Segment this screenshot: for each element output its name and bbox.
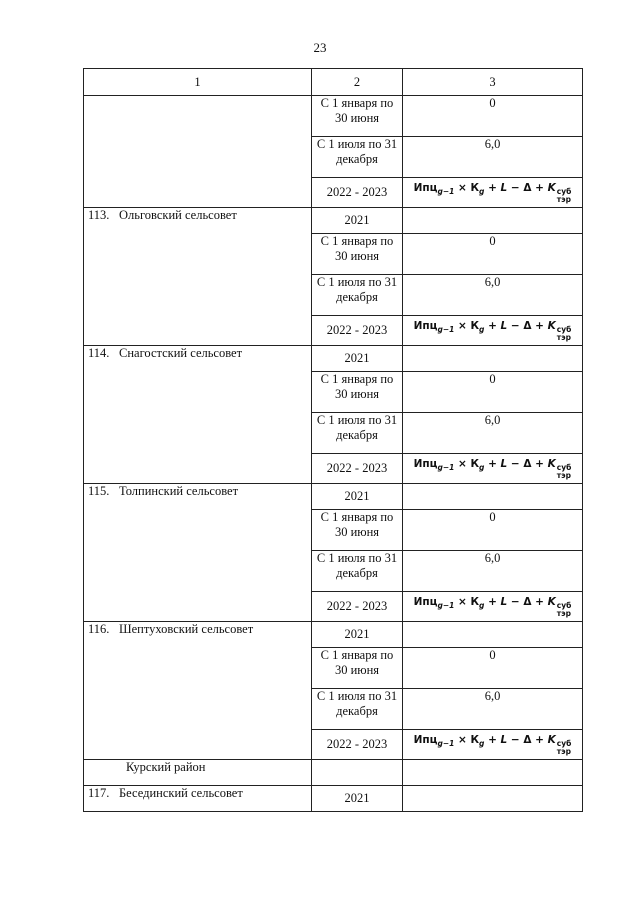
continuation-name-cell [84, 96, 312, 208]
formula-k-sub: g [479, 739, 485, 748]
formula-k-sub: g [479, 187, 485, 196]
period-cell: С 1 января по 30 июня [312, 510, 403, 551]
formula-k2-sub: тэр [556, 195, 571, 204]
district-name: Курский район [126, 760, 206, 774]
formula-ipc: Ипц [413, 596, 438, 608]
formula-minus: − [510, 596, 520, 608]
formula-ipc: Ипц [413, 734, 438, 746]
formula-k2-sup: суб [556, 187, 572, 196]
council-row-year [84, 208, 583, 234]
formula-l: L [500, 320, 508, 332]
value-cell [403, 786, 583, 812]
formula-k2-sup: суб [556, 325, 572, 334]
period-cell: С 1 июля по 31 декабря [312, 689, 403, 730]
formula-k2-indices [557, 326, 572, 342]
council-name: Бесединский сельсовет [119, 786, 243, 800]
year-cell: 2021 [312, 622, 403, 648]
value-cell: 6,0 [403, 413, 583, 454]
period-cell: С 1 января по 30 июня [312, 372, 403, 413]
formula-k2-sup: суб [556, 463, 572, 472]
formula-k2-sub: тэр [556, 471, 571, 480]
formula-cell [403, 454, 583, 484]
formula-plus: + [488, 182, 497, 194]
council-name: Снагостский сельсовет [119, 346, 243, 360]
council-number: 114. [88, 346, 110, 360]
formula-k: К [470, 458, 480, 470]
formula-k: К [470, 734, 480, 746]
formula-k2-sub: тэр [556, 609, 571, 618]
value-cell [403, 346, 583, 372]
formula-plus: + [488, 458, 497, 470]
year-cell: 2021 [312, 346, 403, 372]
value-cell: 6,0 [403, 137, 583, 178]
formula-k2: K [547, 320, 556, 332]
formula-plus: + [488, 734, 497, 746]
formula-k2-indices [557, 740, 572, 756]
district-row [84, 760, 583, 786]
formula-delta: Δ [523, 596, 532, 608]
formula-delta: Δ [523, 734, 532, 746]
formula-ipc-sub: g−1 [437, 325, 455, 334]
period-cell: 2022 - 2023 [312, 316, 403, 346]
formula-k2: K [547, 734, 556, 746]
period-cell: 2022 - 2023 [312, 178, 403, 208]
formula-plus: + [535, 182, 544, 194]
formula-minus: − [510, 320, 520, 332]
formula-minus: − [510, 734, 520, 746]
formula-delta: Δ [523, 458, 532, 470]
year-cell: 2021 [312, 786, 403, 812]
formula-minus: − [510, 182, 520, 194]
header-row [84, 69, 583, 96]
continuation-row-h1 [84, 96, 583, 137]
value-cell: 6,0 [403, 275, 583, 316]
council-number: 117. [88, 786, 110, 800]
council-number: 115. [88, 484, 110, 498]
formula-k2: K [547, 596, 556, 608]
value-cell [403, 622, 583, 648]
year-cell: 2021 [312, 208, 403, 234]
period-cell: С 1 января по 30 июня [312, 234, 403, 275]
formula-l: L [500, 734, 508, 746]
period-cell: С 1 июля по 31 декабря [312, 551, 403, 592]
formula-l: L [500, 596, 508, 608]
formula-plus: + [535, 320, 544, 332]
value-cell: 0 [403, 372, 583, 413]
formula-k2-indices [557, 188, 572, 204]
period-cell: С 1 июля по 31 декабря [312, 413, 403, 454]
formula-ipc-sub: g−1 [437, 739, 455, 748]
formula-k: К [470, 320, 480, 332]
formula-ipc-sub: g−1 [437, 601, 455, 610]
formula-plus: + [535, 596, 544, 608]
council-number: 116. [88, 622, 110, 636]
period-cell: 2022 - 2023 [312, 730, 403, 760]
formula-plus: + [488, 320, 497, 332]
value-cell: 0 [403, 510, 583, 551]
formula-l: L [500, 182, 508, 194]
council-name-cell [84, 786, 312, 812]
formula-k2-sub: тэр [556, 747, 571, 756]
formula-cell [403, 178, 583, 208]
value-cell: 6,0 [403, 551, 583, 592]
district-name-cell [84, 760, 312, 786]
council-number: 113. [88, 208, 110, 222]
value-cell: 0 [403, 96, 583, 137]
formula-times: × [457, 182, 467, 194]
period-cell: С 1 июля по 31 декабря [312, 137, 403, 178]
formula-cell [403, 592, 583, 622]
council-name: Ольговский сельсовет [119, 208, 237, 222]
formula-k2-indices [557, 464, 572, 480]
council-name: Шептуховский сельсовет [119, 622, 254, 636]
value-cell: 0 [403, 234, 583, 275]
value-cell [403, 208, 583, 234]
formula-plus: + [535, 734, 544, 746]
formula-k2: K [547, 182, 556, 194]
formula-ipc: Ипц [413, 458, 438, 470]
year-cell: 2021 [312, 484, 403, 510]
period-cell: 2022 - 2023 [312, 454, 403, 484]
period-cell: С 1 января по 30 июня [312, 648, 403, 689]
council-row-year [84, 346, 583, 372]
formula-cell [403, 730, 583, 760]
council-name-cell [84, 622, 312, 760]
header-col-1: 1 [84, 69, 312, 96]
page-number: 23 [313, 40, 327, 55]
formula-times: × [457, 596, 467, 608]
formula-ipc-sub: g−1 [437, 463, 455, 472]
formula-k-sub: g [479, 463, 485, 472]
council-name-cell [84, 484, 312, 622]
formula-k: К [470, 596, 480, 608]
value-cell: 6,0 [403, 689, 583, 730]
formula-k2-indices [557, 602, 572, 618]
formula-times: × [457, 734, 467, 746]
formula-delta: Δ [523, 182, 532, 194]
formula-delta: Δ [523, 320, 532, 332]
formula-l: L [500, 458, 508, 470]
council-name-cell [84, 346, 312, 484]
formula-plus: + [488, 596, 497, 608]
formula-ipc-sub: g−1 [437, 187, 455, 196]
formula-k-sub: g [479, 601, 485, 610]
formula-plus: + [535, 458, 544, 470]
formula-ipc: Ипц [413, 320, 438, 332]
period-cell: С 1 июля по 31 декабря [312, 275, 403, 316]
period-cell: 2022 - 2023 [312, 592, 403, 622]
formula-k2-sub: тэр [556, 333, 571, 342]
council-row-year [84, 484, 583, 510]
value-cell [403, 484, 583, 510]
formula-times: × [457, 320, 467, 332]
formula-ipc: Ипц [413, 182, 438, 194]
period-cell: С 1 января по 30 июня [312, 96, 403, 137]
formula-k2: K [547, 458, 556, 470]
formula-k2-sup: суб [556, 739, 572, 748]
tariff-table [83, 68, 583, 812]
formula-cell [403, 316, 583, 346]
formula-times: × [457, 458, 467, 470]
council-row-year [84, 786, 583, 812]
header-col-3: 3 [403, 69, 583, 96]
council-row-year [84, 622, 583, 648]
header-col-2: 2 [312, 69, 403, 96]
formula-k2-sup: суб [556, 601, 572, 610]
empty-cell [403, 760, 583, 786]
formula-minus: − [510, 458, 520, 470]
formula-k: К [470, 182, 480, 194]
value-cell: 0 [403, 648, 583, 689]
council-name: Толпинский сельсовет [119, 484, 239, 498]
empty-cell [312, 760, 403, 786]
council-name-cell [84, 208, 312, 346]
formula-k-sub: g [479, 325, 485, 334]
